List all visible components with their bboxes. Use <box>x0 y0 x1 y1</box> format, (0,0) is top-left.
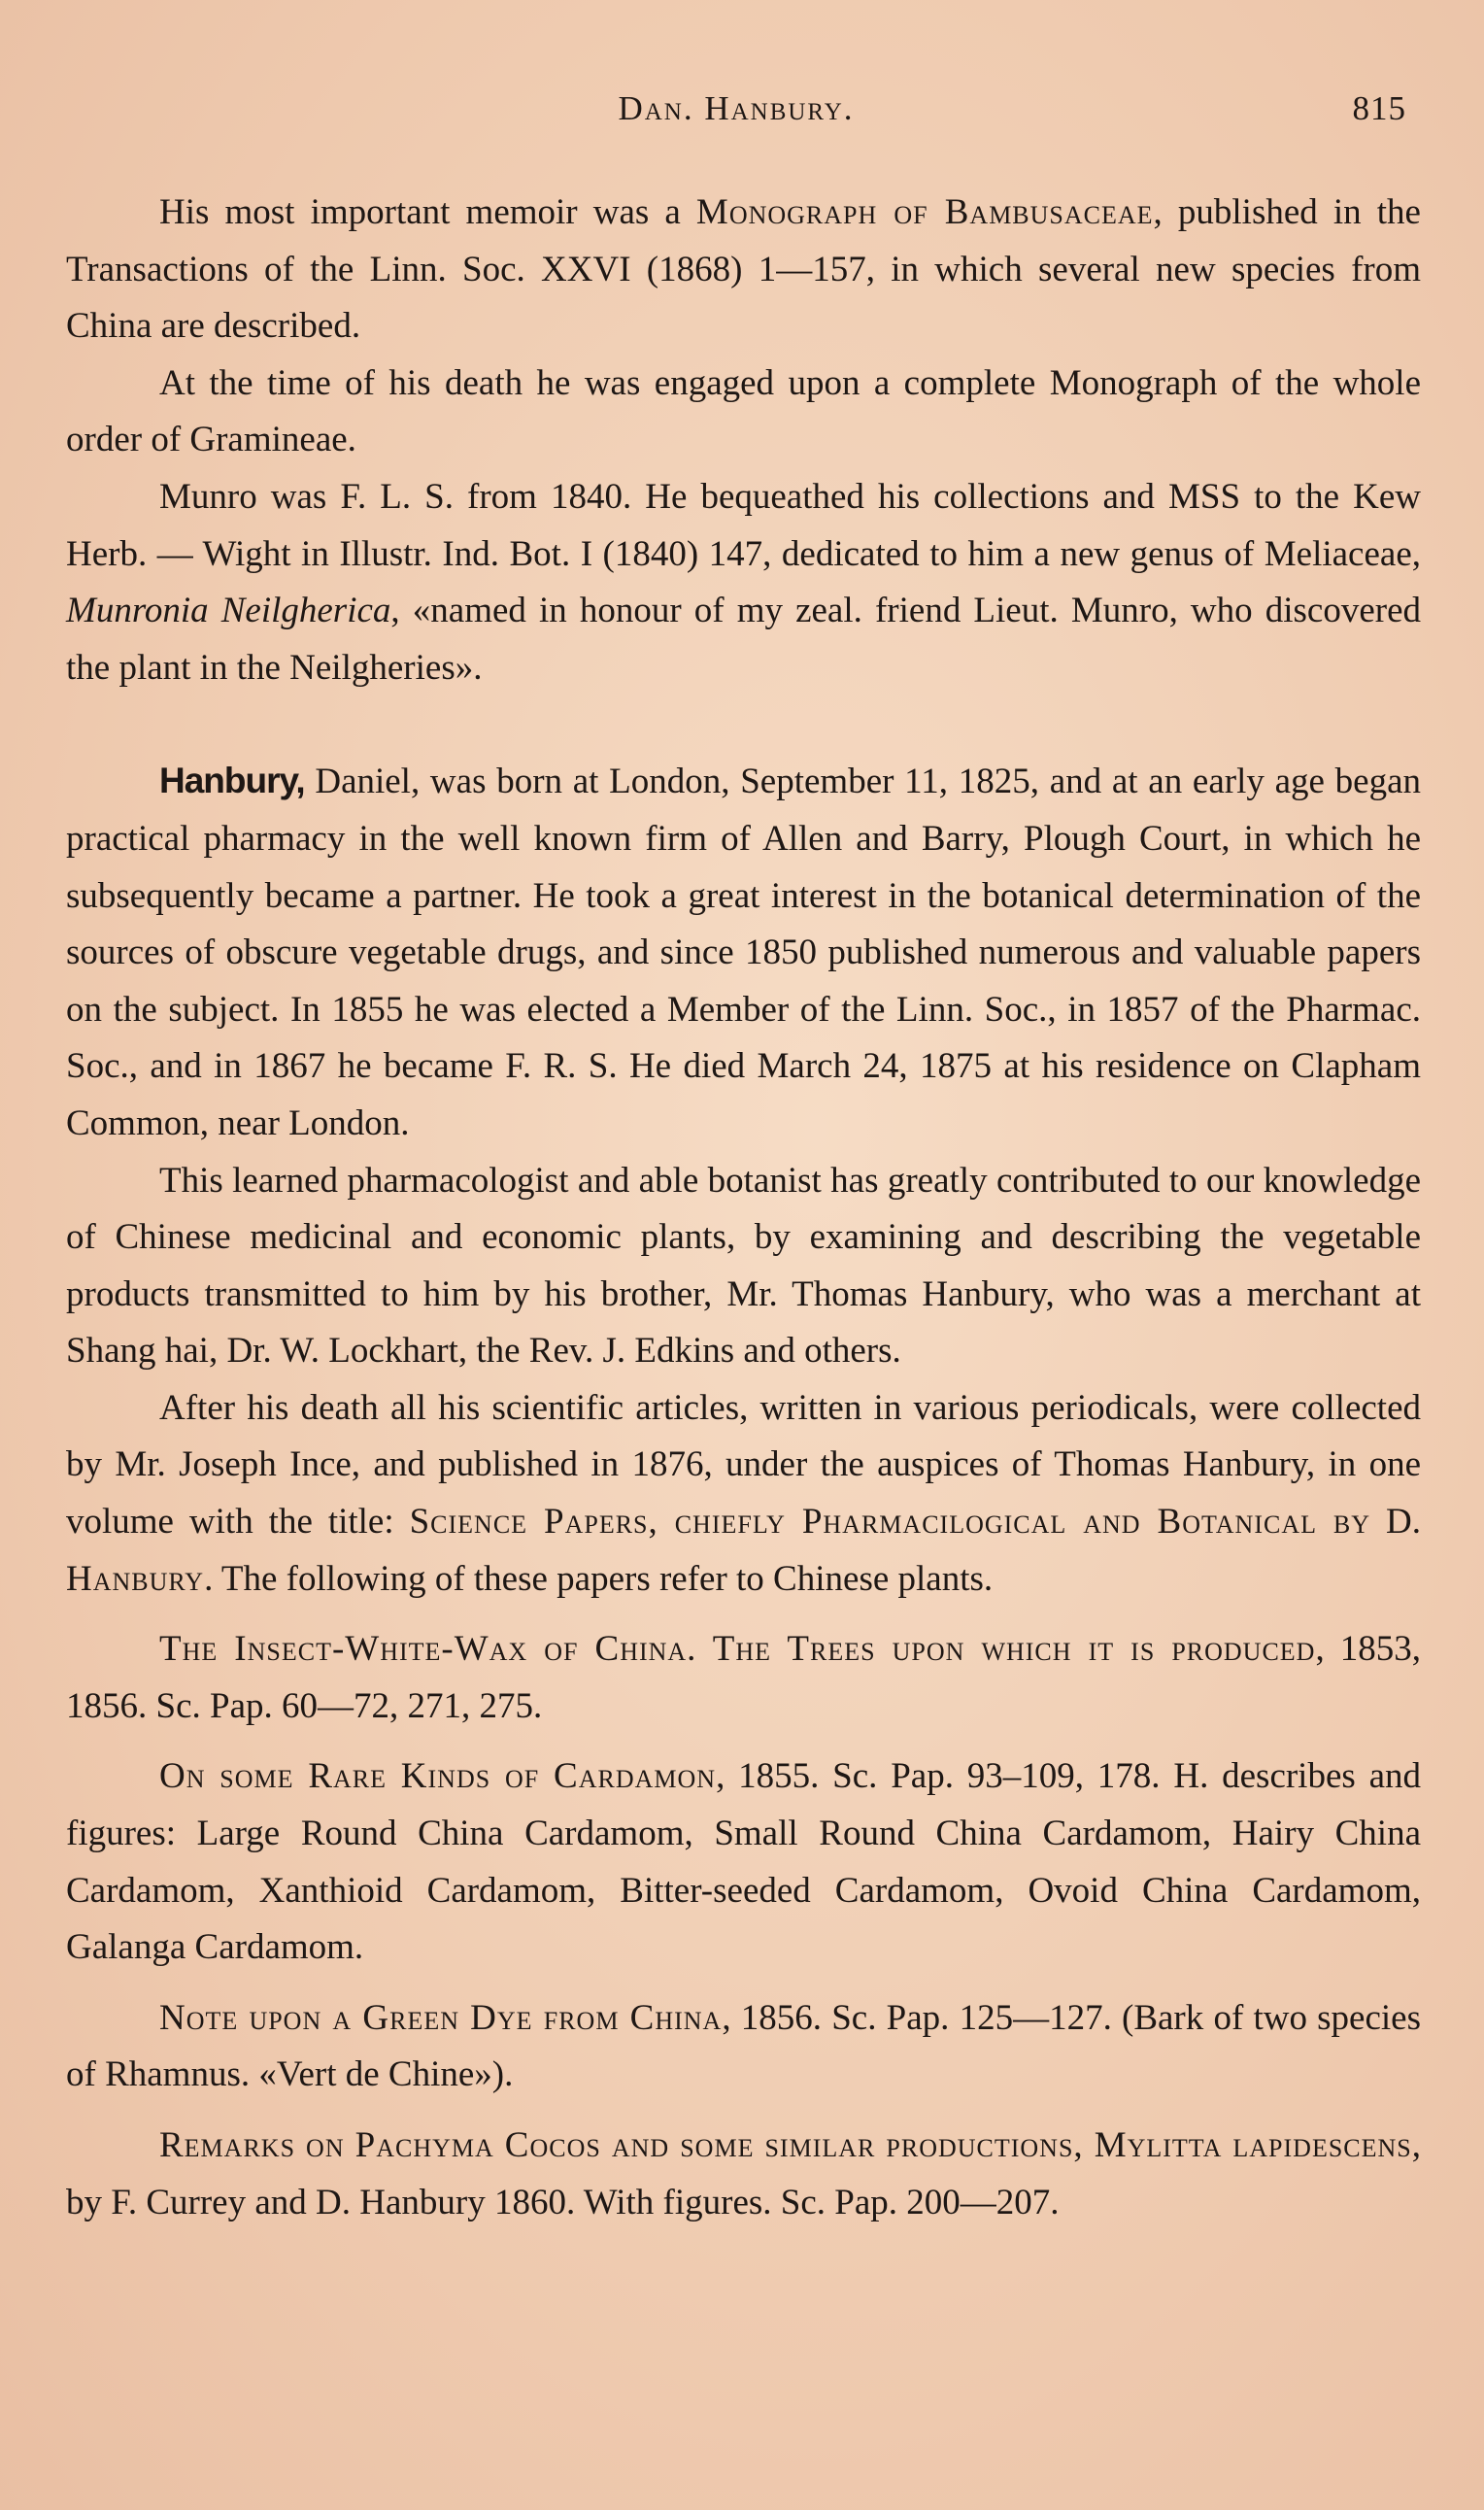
munro-paragraph-2: At the time of his death he was engaged upon a complete Monograph of the whole order of Gramineae. <box>66 362 1421 460</box>
paper-details: , 1855. Sc. Pap. 93–109, 178. H. describes and figures: Large Round China Cardamom, Small Round China Cardamom, Hairy China Cardamom, Xanthioid Cardamom, Bitter-seeded Cardamom, Ovoid China Cardamom, Galanga Cardamom. <box>66 1756 1422 1968</box>
text-span: , «named in honour of my zeal. friend Lieut. Munro, who discovered the plant in the Neilgheries». <box>66 591 1422 688</box>
text-span: D. <box>1370 1502 1421 1543</box>
paper-title: On some Rare Kinds of Cardamon <box>159 1756 717 1797</box>
body-text <box>66 185 1421 2231</box>
running-head: Dan. Hanbury. <box>618 89 855 127</box>
paper-entry <box>66 1621 1421 1735</box>
munro-paragraph-1 <box>66 185 1421 356</box>
hanbury-paragraph-3 <box>66 1380 1421 1608</box>
paper-details: , by F. Currey and D. Hanbury 1860. With figures. Sc. Pap. 200—207. <box>66 2125 1421 2222</box>
text-span: After his death all his scientific articles, written in various periodicals, were collected by Mr. Joseph Ince, and published in 1876, under the auspices of Thomas Hanbury, in one volume with the title: <box>66 1387 1421 1543</box>
paper-title: The Insect-White-Wax of China. The Trees upon which it is produced <box>159 1629 1316 1670</box>
book-title: Science Papers, chiefly Pharmacilogical and Botanical by <box>409 1502 1371 1543</box>
text-span: , published in the Transactions of the Linn. Soc. XXVI (1868) 1—157, in which several new species from China are described. <box>66 192 1421 347</box>
genus-name: Munronia Neilgherica <box>66 591 391 631</box>
book-author: Hanbury <box>66 1558 205 1599</box>
entry-heading: Hanbury, <box>159 761 305 801</box>
text-span: His most important memoir was a <box>159 192 696 232</box>
paper-entry <box>66 2118 1421 2231</box>
paper-entry <box>66 1748 1421 1976</box>
paper-details: , 1856. Sc. Pap. 125—127. (Bark of two species of Rhamnus. «Vert de Chine»). <box>66 1997 1421 2095</box>
monograph-title: Monograph of Bambusaceae <box>695 192 1154 232</box>
paper-entry <box>66 1990 1421 2104</box>
hanbury-paragraph-2: This learned pharmacologist and able botanist has greatly contributed to our knowledge of Chinese medicinal and economic plants, by examining and describing the vegetable products transmitted to him by his brother, Mr. Thomas Hanbury, who was a merchant at Shang hai, Dr. W. Lockhart, the Rev. J. Edkins and others. <box>66 1160 1421 1372</box>
text-span: Daniel, was born at London, September 11, 1825, and at an early age began practical pharmacy in the well known firm of Allen and Barry, Plough Court, in which he subsequently became a partner. He took a great interest in the botanical determination of the sources of obscure vegetable drugs, and since 1850 published numerous and valuable papers on the subject. In 1855 he was elected a Member of the Linn. Soc., in 1857 of the Pharmac. Soc., and in 1867 he became F. R. S. He died March 24, 1875 at his residence on Clapham Common, near London. <box>66 762 1421 1143</box>
munro-paragraph-3 <box>66 469 1421 696</box>
paper-details: , 1853, 1856. Sc. Pap. 60—72, 271, 275. <box>66 1629 1422 1726</box>
paper-title: Note upon a Green Dye from China <box>159 1997 723 2038</box>
page-header <box>66 89 1406 136</box>
paper-title: Remarks on Pachyma Cocos and some similar productions, Mylitta lapidescens <box>159 2125 1412 2165</box>
hanbury-paragraph-1 <box>66 753 1421 1152</box>
page-number: 815 <box>1352 89 1406 127</box>
text-span: Munro was F. L. S. from 1840. He bequeathed his collections and MSS to the Kew Herb. — Wight in Illustr. Ind. Bot. I (1840) 147, dedicated to him a new genus of Meliaceae, <box>66 476 1421 574</box>
text-span: . The following of these papers refer to Chinese plants. <box>204 1558 994 1599</box>
